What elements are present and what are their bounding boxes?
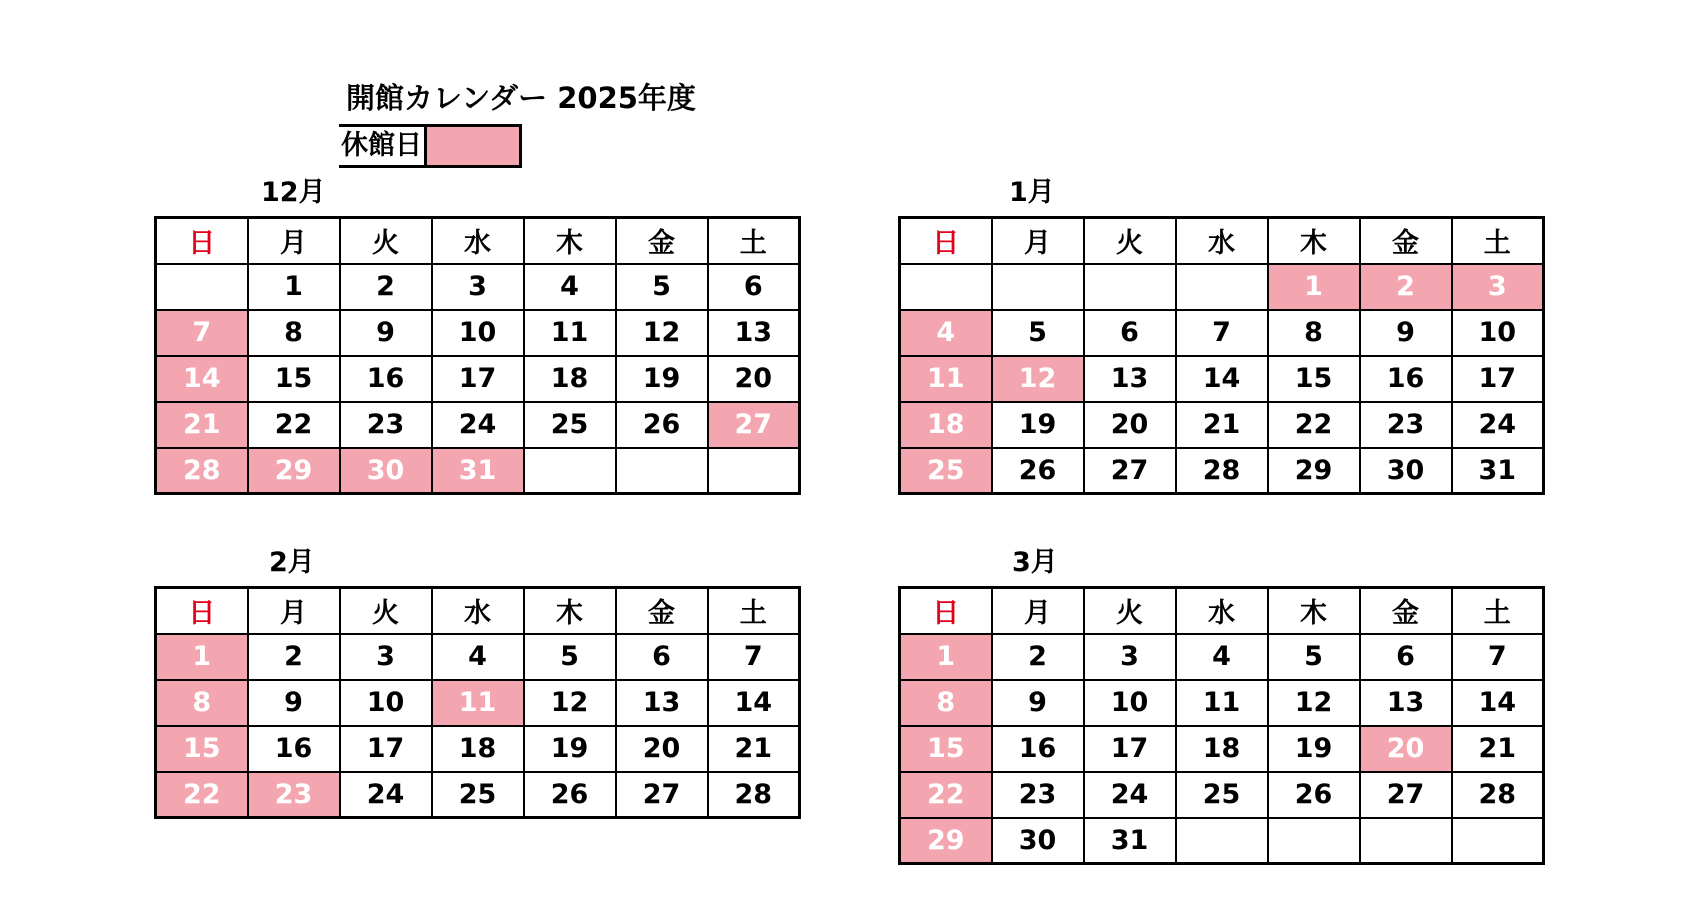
day-cell: 6 [708, 264, 800, 310]
closed-day-cell: 1 [156, 634, 248, 680]
weekday-header-fri: 金 [616, 588, 708, 634]
week-row [900, 264, 1544, 310]
empty-day-cell [616, 448, 708, 494]
week-row [156, 634, 800, 680]
weekday-header-sun: 日 [900, 218, 992, 264]
weekday-header-mon: 月 [248, 588, 340, 634]
calendar-february [154, 586, 801, 819]
day-cell: 20 [1084, 402, 1176, 448]
weekday-header-tue: 火 [340, 218, 432, 264]
day-cell: 18 [524, 356, 616, 402]
closed-day-cell: 11 [432, 680, 524, 726]
weekday-header-mon: 月 [992, 588, 1084, 634]
day-cell: 14 [1176, 356, 1268, 402]
day-cell: 11 [1176, 680, 1268, 726]
closed-day-cell: 2 [1360, 264, 1452, 310]
week-row [156, 310, 800, 356]
week-row [156, 772, 800, 818]
day-cell: 26 [524, 772, 616, 818]
closed-day-cell: 27 [708, 402, 800, 448]
day-cell: 9 [340, 310, 432, 356]
weekday-header-sun: 日 [900, 588, 992, 634]
empty-day-cell [524, 448, 616, 494]
weekday-row [900, 218, 1544, 264]
week-row [900, 310, 1544, 356]
weekday-row [156, 218, 800, 264]
day-cell: 23 [1360, 402, 1452, 448]
day-cell: 25 [1176, 772, 1268, 818]
weekday-header-wed: 水 [432, 218, 524, 264]
day-cell: 9 [992, 680, 1084, 726]
weekday-header-sat: 土 [1452, 218, 1544, 264]
day-cell: 2 [248, 634, 340, 680]
legend-swatch [424, 127, 522, 165]
closed-day-cell: 31 [432, 448, 524, 494]
day-cell: 27 [1360, 772, 1452, 818]
day-cell: 16 [248, 726, 340, 772]
closed-day-cell: 8 [900, 680, 992, 726]
day-cell: 8 [1268, 310, 1360, 356]
day-cell: 10 [340, 680, 432, 726]
day-cell: 26 [992, 448, 1084, 494]
weekday-header-tue: 火 [1084, 588, 1176, 634]
day-cell: 7 [1176, 310, 1268, 356]
day-cell: 28 [708, 772, 800, 818]
closed-day-cell: 7 [156, 310, 248, 356]
closed-day-cell: 4 [900, 310, 992, 356]
empty-day-cell [1084, 264, 1176, 310]
week-row [900, 772, 1544, 818]
day-cell: 15 [248, 356, 340, 402]
month-label-january: 1月 [1009, 177, 1055, 208]
closed-day-cell: 3 [1452, 264, 1544, 310]
day-cell: 4 [524, 264, 616, 310]
month-label-february: 2月 [269, 547, 315, 578]
weekday-header-sat: 土 [1452, 588, 1544, 634]
day-cell: 5 [992, 310, 1084, 356]
day-cell: 13 [708, 310, 800, 356]
day-cell: 6 [1360, 634, 1452, 680]
day-cell: 25 [524, 402, 616, 448]
closed-day-cell: 29 [900, 818, 992, 864]
legend-label: 休館日 [341, 130, 422, 161]
day-cell: 17 [340, 726, 432, 772]
day-cell: 6 [1084, 310, 1176, 356]
week-row [156, 680, 800, 726]
weekday-header-thu: 木 [1268, 588, 1360, 634]
day-cell: 19 [1268, 726, 1360, 772]
closed-day-cell: 30 [340, 448, 432, 494]
day-cell: 4 [432, 634, 524, 680]
closed-day-cell: 14 [156, 356, 248, 402]
weekday-header-fri: 金 [1360, 588, 1452, 634]
day-cell: 21 [708, 726, 800, 772]
empty-day-cell [900, 264, 992, 310]
week-row [156, 726, 800, 772]
closed-day-cell: 22 [156, 772, 248, 818]
day-cell: 20 [708, 356, 800, 402]
weekday-header-thu: 木 [524, 218, 616, 264]
weekday-header-sat: 土 [708, 588, 800, 634]
calendar-march [898, 586, 1545, 865]
weekday-row [156, 588, 800, 634]
day-cell: 9 [248, 680, 340, 726]
weekday-header-thu: 木 [524, 588, 616, 634]
day-cell: 24 [340, 772, 432, 818]
weekday-header-mon: 月 [248, 218, 340, 264]
week-row [156, 448, 800, 494]
day-cell: 2 [340, 264, 432, 310]
day-cell: 24 [1452, 402, 1544, 448]
week-row [900, 448, 1544, 494]
day-cell: 21 [1452, 726, 1544, 772]
closed-day-cell: 18 [900, 402, 992, 448]
day-cell: 13 [1360, 680, 1452, 726]
week-row [156, 264, 800, 310]
day-cell: 2 [992, 634, 1084, 680]
closed-day-cell: 20 [1360, 726, 1452, 772]
day-cell: 15 [1268, 356, 1360, 402]
legend [339, 124, 522, 168]
day-cell: 22 [1268, 402, 1360, 448]
closed-day-cell: 25 [900, 448, 992, 494]
day-cell: 17 [432, 356, 524, 402]
weekday-header-wed: 水 [432, 588, 524, 634]
closed-day-cell: 23 [248, 772, 340, 818]
day-cell: 3 [1084, 634, 1176, 680]
day-cell: 19 [992, 402, 1084, 448]
day-cell: 7 [1452, 634, 1544, 680]
day-cell: 6 [616, 634, 708, 680]
closed-day-cell: 28 [156, 448, 248, 494]
day-cell: 7 [708, 634, 800, 680]
closed-day-cell: 15 [156, 726, 248, 772]
day-cell: 19 [524, 726, 616, 772]
closed-day-cell: 12 [992, 356, 1084, 402]
empty-day-cell [1176, 264, 1268, 310]
day-cell: 5 [524, 634, 616, 680]
day-cell: 29 [1268, 448, 1360, 494]
closed-day-cell: 1 [1268, 264, 1360, 310]
day-cell: 23 [340, 402, 432, 448]
day-cell: 26 [1268, 772, 1360, 818]
day-cell: 28 [1176, 448, 1268, 494]
day-cell: 14 [708, 680, 800, 726]
closed-day-cell: 8 [156, 680, 248, 726]
empty-day-cell [1360, 818, 1452, 864]
day-cell: 13 [1084, 356, 1176, 402]
empty-day-cell [156, 264, 248, 310]
day-cell: 13 [616, 680, 708, 726]
day-cell: 4 [1176, 634, 1268, 680]
closed-day-cell: 1 [900, 634, 992, 680]
week-row [900, 818, 1544, 864]
week-row [156, 356, 800, 402]
day-cell: 23 [992, 772, 1084, 818]
day-cell: 3 [432, 264, 524, 310]
day-cell: 16 [340, 356, 432, 402]
weekday-header-tue: 火 [340, 588, 432, 634]
day-cell: 31 [1084, 818, 1176, 864]
week-row [900, 726, 1544, 772]
calendar-december [154, 216, 801, 495]
day-cell: 12 [616, 310, 708, 356]
day-cell: 1 [248, 264, 340, 310]
day-cell: 5 [1268, 634, 1360, 680]
day-cell: 30 [992, 818, 1084, 864]
weekday-header-sat: 土 [708, 218, 800, 264]
day-cell: 22 [248, 402, 340, 448]
day-cell: 12 [1268, 680, 1360, 726]
weekday-header-wed: 水 [1176, 218, 1268, 264]
day-cell: 24 [432, 402, 524, 448]
week-row [900, 356, 1544, 402]
week-row [900, 402, 1544, 448]
day-cell: 19 [616, 356, 708, 402]
month-label-december: 12月 [261, 177, 326, 208]
empty-day-cell [708, 448, 800, 494]
weekday-header-sun: 日 [156, 588, 248, 634]
weekday-header-wed: 水 [1176, 588, 1268, 634]
day-cell: 28 [1452, 772, 1544, 818]
weekday-header-fri: 金 [616, 218, 708, 264]
day-cell: 14 [1452, 680, 1544, 726]
day-cell: 27 [616, 772, 708, 818]
day-cell: 5 [616, 264, 708, 310]
week-row [900, 680, 1544, 726]
day-cell: 18 [1176, 726, 1268, 772]
closed-day-cell: 29 [248, 448, 340, 494]
day-cell: 10 [432, 310, 524, 356]
day-cell: 17 [1084, 726, 1176, 772]
day-cell: 24 [1084, 772, 1176, 818]
empty-day-cell [1452, 818, 1544, 864]
day-cell: 16 [1360, 356, 1452, 402]
empty-day-cell [992, 264, 1084, 310]
day-cell: 25 [432, 772, 524, 818]
day-cell: 21 [1176, 402, 1268, 448]
empty-day-cell [1176, 818, 1268, 864]
page-title: 開館カレンダー 2025年度 [346, 81, 696, 115]
month-label-march: 3月 [1012, 547, 1058, 578]
weekday-row [900, 588, 1544, 634]
day-cell: 9 [1360, 310, 1452, 356]
weekday-header-thu: 木 [1268, 218, 1360, 264]
weekday-header-fri: 金 [1360, 218, 1452, 264]
day-cell: 30 [1360, 448, 1452, 494]
day-cell: 26 [616, 402, 708, 448]
closed-day-cell: 11 [900, 356, 992, 402]
week-row [900, 634, 1544, 680]
day-cell: 10 [1084, 680, 1176, 726]
day-cell: 18 [432, 726, 524, 772]
day-cell: 10 [1452, 310, 1544, 356]
day-cell: 17 [1452, 356, 1544, 402]
day-cell: 8 [248, 310, 340, 356]
weekday-header-sun: 日 [156, 218, 248, 264]
day-cell: 31 [1452, 448, 1544, 494]
closed-day-cell: 22 [900, 772, 992, 818]
weekday-header-mon: 月 [992, 218, 1084, 264]
closed-day-cell: 21 [156, 402, 248, 448]
weekday-header-tue: 火 [1084, 218, 1176, 264]
day-cell: 20 [616, 726, 708, 772]
week-row [156, 402, 800, 448]
day-cell: 27 [1084, 448, 1176, 494]
day-cell: 11 [524, 310, 616, 356]
calendar-january [898, 216, 1545, 495]
empty-day-cell [1268, 818, 1360, 864]
closed-day-cell: 15 [900, 726, 992, 772]
day-cell: 3 [340, 634, 432, 680]
day-cell: 16 [992, 726, 1084, 772]
day-cell: 12 [524, 680, 616, 726]
